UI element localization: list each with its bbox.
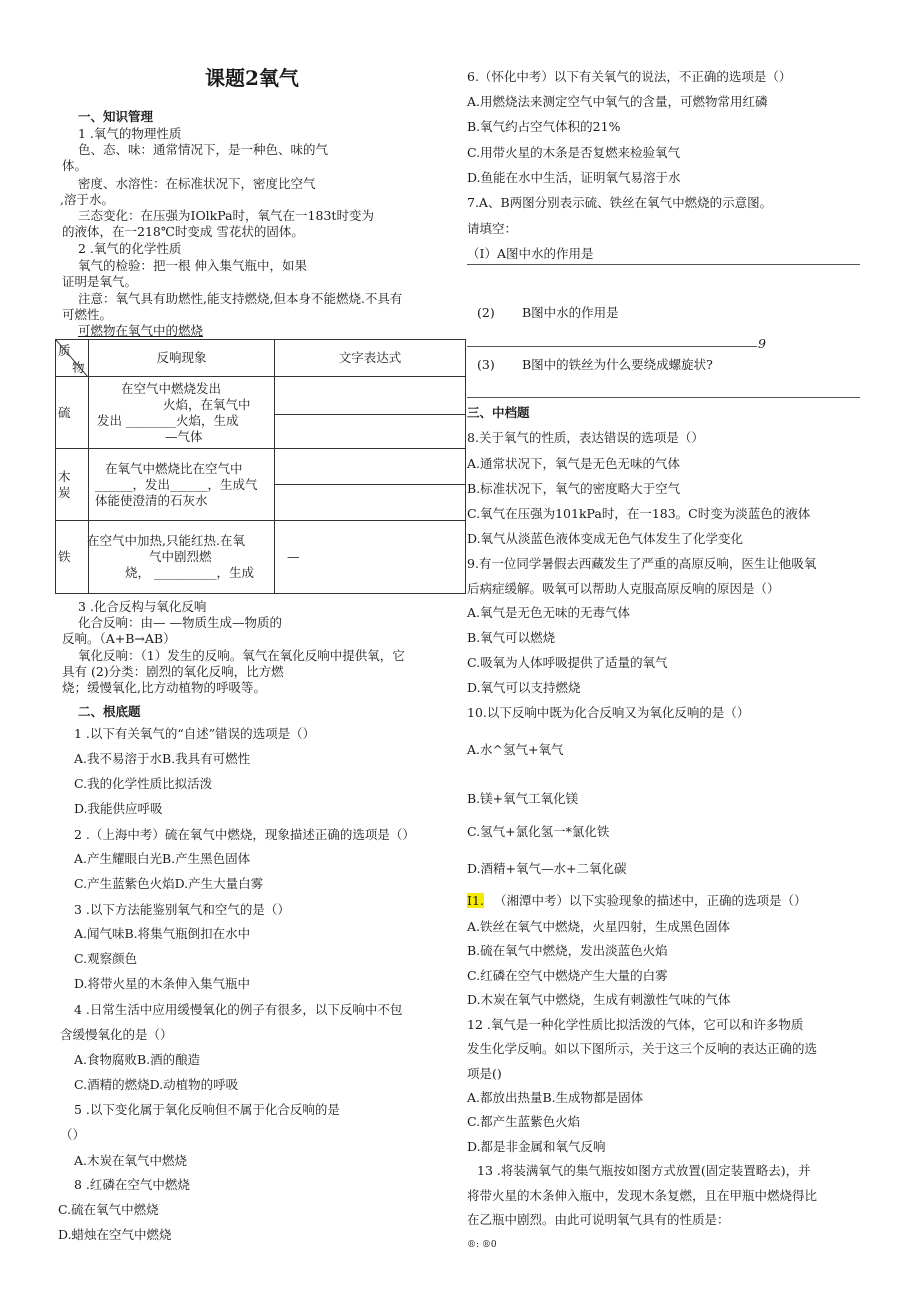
subsection-chemical-properties: 2 .氧气的化学性质: [78, 241, 182, 256]
option-c: C.产生蓝紫色火焰D.产生大量白雾: [74, 876, 264, 891]
question-13-cont: 将带火星的木条伸入瓶中，发现木条复燃，且在甲瓶中燃烧得比: [467, 1188, 818, 1203]
option-a: A.食物腐败B.酒的酿造: [74, 1052, 201, 1067]
question-4: 4 .日常生活中应用缓慢氧化的例子有很多，以下反响中不包: [74, 1002, 403, 1017]
option-c: C.氢气+氯化氢一*氯化铁: [467, 824, 610, 839]
question-7: 7.A、B两图分别表示硫、铁丝在氧气中燃烧的示意图。: [467, 195, 773, 210]
table-row-iron-name: 铁: [56, 521, 89, 594]
option-b: 8 .红磷在空气中燃烧: [74, 1177, 190, 1192]
text-line: 氧气的检验：把一根 伸入集气瓶中，如果: [78, 258, 307, 273]
option-a: A.铁丝在氧气中燃烧，火星四射，生成黑色固体: [467, 919, 731, 934]
option-a: A.水^氢气+氧气: [467, 742, 564, 757]
diagonal-line: [56, 340, 88, 377]
question-7-part-2: B图中水的作用是: [522, 305, 619, 320]
option-a: A.产生耀眼白光B.产生黑色固体: [74, 851, 251, 866]
option-d: D.将带火星的木条伸入集气瓶中: [74, 976, 251, 991]
table-row-iron-equation: —: [275, 521, 466, 594]
option-c: C.硫在氧气中燃烧: [58, 1202, 159, 1217]
option-a: A.通常状况下，氧气是无色无味的气体: [467, 456, 681, 471]
option-c: C.酒精的燃烧D.动植物的呼吸: [74, 1077, 239, 1092]
section-3-heading: 三、中档题: [467, 405, 530, 420]
option-a: A.我不易溶于水B.我具有可燃性: [74, 751, 251, 766]
option-a: A.用燃烧法来测定空气中氧气的含量，可燃物常用红磷: [467, 94, 768, 109]
answer-line: [467, 264, 860, 265]
option-d: D.都是非金属和氧气反响: [467, 1139, 606, 1154]
option-a: A.闻气味B.将集气瓶倒扣在水中: [74, 926, 251, 941]
option-c: C.我的化学性质比拟活泼: [74, 776, 213, 791]
text-line: 注意：氧气具有助燃性,能支持燃烧,但本身不能燃烧.不具有: [78, 291, 403, 306]
question-10: 10.以下反响中既为化合反响又为氧化反响的是（）: [467, 705, 750, 720]
table-cell-equation: [275, 415, 466, 449]
text-line: 具有 (2)分类：剧烈的氧化反响，比方燃: [62, 664, 284, 679]
question-7-part-3-number: (3): [477, 357, 495, 372]
table-row-charcoal-name: 木 炭: [56, 449, 89, 521]
option-b: B.标准状况下，氧气的密度略大于空气: [467, 481, 681, 496]
question-11-number: I1.: [467, 893, 484, 908]
table-cell-equation: [275, 377, 466, 415]
option-d: D.蜡烛在空气中燃烧: [58, 1227, 172, 1242]
question-6: 6.（怀化中考）以下有关氧气的说法，不正确的选项是（）: [467, 69, 792, 84]
question-7-prompt: 请填空：: [467, 221, 518, 236]
option-b: B.硫在氧气中燃烧，发出淡蓝色火焰: [467, 943, 668, 958]
option-b: B.镁+氧气工氧化镁: [467, 791, 579, 806]
table-header-equation: 文字表达式: [275, 340, 466, 377]
option-d: D.我能供应呼吸: [74, 801, 163, 816]
table-row-iron-phenomenon: 在空气中加热,只能红热.在氧 气中剧烈燃 烧， __________，生成: [89, 521, 275, 594]
combustion-table: [55, 339, 466, 594]
option-a: A.都放出热量B.生成物都是固体: [467, 1090, 644, 1105]
text-line: ,溶于水。: [60, 192, 114, 207]
answer-line: [467, 397, 860, 398]
text-line: 证明是氧气。: [62, 274, 138, 289]
question-12-cont: 发生化学反响。如以下图所示，关于这三个反响的表达正确的选: [467, 1041, 818, 1056]
question-8: 8.关于氧气的性质，表达错误的选项是（）: [467, 430, 704, 445]
question-13: 13 .将装满氧气的集气瓶按如图方式放置(固定装置略去)，并: [477, 1163, 811, 1178]
table-header-substance: [56, 340, 89, 377]
text-line: 色、态、味：通常情况下，是一种色、味的气: [78, 142, 329, 157]
question-13-cont: 在乙瓶中剧烈。由此可说明氧气具有的性质是：: [467, 1212, 730, 1227]
text-line: 体。: [62, 158, 88, 173]
question-1: 1 .以下有关氧气的“自述”错误的选项是（）: [74, 726, 316, 741]
question-12-cont: 项是(): [467, 1066, 502, 1081]
table-cell-equation: [275, 485, 466, 521]
subsection-physical-properties: 1 .氧气的物理性质: [78, 126, 182, 141]
text-line: 的液体，在一218℃时变成 雪花状的固体。: [62, 224, 304, 239]
section-1-heading: 一、知识管理: [78, 109, 154, 124]
question-7-part-2-number: (2): [477, 305, 495, 320]
question-9: 9.有一位同学暑假去西藏发生了严重的高原反响，医生让他吸氧: [467, 556, 817, 571]
option-d: D.氧气从淡蓝色液体变成无色气体发生了化学变化: [467, 531, 744, 546]
option-c: C.观察颜色: [74, 951, 138, 966]
text-line: 密度、水溶性：在标准状况下，密度比空气: [78, 176, 316, 191]
option-c: C.红磷在空气中燃烧产生大量的白雾: [467, 968, 668, 983]
question-5: 5 .以下变化属于氧化反响但不属于化合反响的是: [74, 1102, 340, 1117]
option-d: D.氧气可以支持燃烧: [467, 680, 581, 695]
question-7-part-1: （I）A图中水的作用是: [467, 246, 594, 261]
text-line: 氧化反响：（1）发生的反响。氧气在氧化反响中提供氧，它: [78, 648, 405, 663]
option-d: D.酒精+氧气—水+二氧化碳: [467, 861, 627, 876]
page-title: 课题2氧气: [205, 66, 299, 90]
question-7-part-3: B图中的铁丝为什么要绕成螺旋状?: [522, 357, 713, 372]
header-text: 质: [58, 343, 71, 358]
question-13-answer-blanks: ®: ®0: [467, 1240, 497, 1250]
option-a: A.氧气是无色无味的无毒气体: [467, 605, 631, 620]
question-11: （湘潭中考）以下实验现象的描述中，正确的选项是（）: [494, 893, 807, 908]
option-b: B.氧气可以燃烧: [467, 630, 556, 645]
option-d: D.木炭在氧气中燃烧，生成有刺激性气味的气体: [467, 992, 731, 1007]
option-b: B.氧气约占空气体积的21%: [467, 119, 621, 134]
table-header-phenomenon: 反响现象: [89, 340, 275, 377]
answer-line: [467, 346, 757, 347]
section-2-heading: 二、根底题: [78, 704, 141, 719]
question-9-cont: 后病症缓解。吸氧可以帮助人克服高原反响的原因是（）: [467, 581, 780, 596]
table-caption: 可燃物在氧气中的燃烧: [78, 323, 204, 338]
text-line: 可燃性。: [62, 307, 113, 322]
option-c: C.用带火星的木条是否复燃来检验氧气: [467, 145, 681, 160]
table-cell-equation: [275, 449, 466, 485]
subsection-reactions: 3 .化合反构与氧化反响: [78, 599, 207, 614]
question-5-cont: （）: [60, 1127, 86, 1142]
option-c: C.都产生蓝紫色火焰: [467, 1114, 581, 1129]
text-line: 三态变化：在压强为IOlkPa时，氧气在一183t时变为: [78, 208, 374, 223]
text-line: 反响。（A+B→AB）: [62, 631, 176, 646]
option-c: C.吸氧为人体呼吸提供了适量的氧气: [467, 655, 668, 670]
option-a: A.木炭在氧气中燃烧: [74, 1153, 188, 1168]
question-12: 12 .氧气是一种化学性质比拟活泼的气体，它可以和许多物质: [467, 1017, 804, 1032]
question-7-part-2-end: 9: [758, 336, 766, 351]
text-line: 化合反响：由— —物质生成—物质的: [78, 615, 282, 630]
table-row-sulfur-phenomenon: 在空气中燃烧发出 火焰，在氧气中 发出 ________火焰，生成 —气体: [89, 377, 275, 449]
question-4-cont: 含缓慢氧化的是（）: [60, 1027, 173, 1042]
question-2: 2 .（上海中考）硫在氧气中燃烧，现象描述正确的选项是（）: [74, 827, 415, 842]
table-row-sulfur-name: 硫: [56, 377, 89, 449]
header-text: 物: [72, 360, 85, 375]
option-d: D.鱼能在水中生活，证明氧气易溶于水: [467, 170, 681, 185]
option-c: C.氧气在压强为101kPa时，在一183。C时变为淡蓝色的液体: [467, 506, 811, 521]
question-3: 3 .以下方法能鉴别氧气和空气的是（）: [74, 902, 290, 917]
text-line: 烧；缓慢氧化,比方动植物的呼吸等。: [62, 680, 266, 695]
table-row-charcoal-phenomenon: 在氧气中燃烧比在空气中 ______，发出______，生成气 体能使澄清的石灰水: [89, 449, 275, 521]
